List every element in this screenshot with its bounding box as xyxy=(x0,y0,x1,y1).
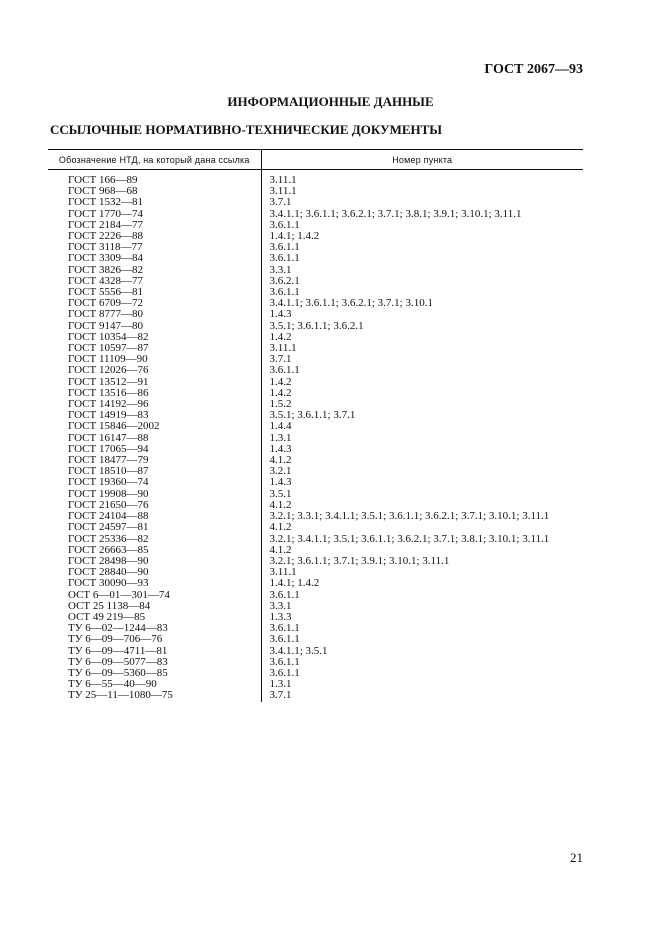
clause-numbers: 3.6.1.1 xyxy=(269,634,300,646)
document-designation: ГОСТ 12026—76 xyxy=(48,365,261,376)
table-row xyxy=(48,388,583,399)
clause-numbers: 1.5.2 xyxy=(269,399,292,411)
clause-numbers: 1.3.1 xyxy=(269,432,292,444)
document-designation: ГОСТ 2226—88 xyxy=(48,231,261,242)
document-designation: ГОСТ 30090—93 xyxy=(48,578,261,589)
page-number: 21 xyxy=(570,850,583,865)
document-designation: ГОСТ 1770—74 xyxy=(48,209,261,220)
table-row xyxy=(48,690,583,701)
clause-numbers: 4.1.2 xyxy=(269,522,292,534)
document-designation: ГОСТ 10597—87 xyxy=(48,343,261,354)
clause-numbers: 3.11.1 xyxy=(269,186,297,198)
document-designation: ГОСТ 25336—82 xyxy=(48,534,261,545)
document-designation: ГОСТ 13516—86 xyxy=(48,388,261,399)
document-designation: ТУ 6—02—1244—83 xyxy=(48,623,261,634)
table-row xyxy=(48,309,583,320)
reference-table-body xyxy=(48,170,583,702)
document-designation: ОСТ 49 219—85 xyxy=(48,612,261,623)
document-designation: ГОСТ 4328—77 xyxy=(48,276,261,287)
column-header-document: Обозначение НТД, на который дана ссылка xyxy=(48,150,261,170)
document-designation: ТУ 6—09—706—76 xyxy=(48,634,261,645)
table-row xyxy=(48,522,583,533)
document-designation: ГОСТ 10354—82 xyxy=(48,332,261,343)
document-designation: ГОСТ 9147—80 xyxy=(48,321,261,332)
clause-numbers: 3.6.1.1 xyxy=(269,656,300,668)
table-row xyxy=(48,590,583,601)
document-designation: ГОСТ 19360—74 xyxy=(48,477,261,488)
table-row xyxy=(48,679,583,690)
clause-numbers: 3.6.1.1 xyxy=(269,287,300,299)
table-row xyxy=(48,489,583,500)
document-designation: ГОСТ 8777—80 xyxy=(48,309,261,320)
table-row xyxy=(48,534,583,545)
document-designation: ОСТ 25 1138—84 xyxy=(48,601,261,612)
clause-numbers: 3.4.1.1; 3.6.1.1; 3.6.2.1; 3.7.1; 3.8.1; 3.9.1; 3.10.1; 3.11.1 xyxy=(269,208,522,220)
table-row xyxy=(48,410,583,421)
clause-numbers: 3.5.1 xyxy=(269,488,292,500)
table-row xyxy=(48,433,583,444)
table-row xyxy=(48,567,583,578)
clause-numbers: 1.4.1; 1.4.2 xyxy=(269,578,320,590)
document-designation: ГОСТ 5556—81 xyxy=(48,287,261,298)
column-header-clause: Номер пункта xyxy=(261,150,583,170)
clause-numbers: 4.1.2 xyxy=(269,544,292,556)
document-designation: ГОСТ 24597—81 xyxy=(48,522,261,533)
clause-numbers: 1.4.3 xyxy=(269,309,292,321)
table-row xyxy=(48,578,583,589)
section-title: ИНФОРМАЦИОННЫЕ ДАННЫЕ xyxy=(227,94,434,109)
table-row xyxy=(48,265,583,276)
clause-numbers: 3.6.1.1 xyxy=(269,219,300,231)
clause-numbers: 3.7.1 xyxy=(269,690,292,702)
document-designation: ГОСТ 19908—90 xyxy=(48,489,261,500)
document-designation: ТУ 6—09—5077—83 xyxy=(48,657,261,668)
table-row xyxy=(48,545,583,556)
table-row xyxy=(48,298,583,309)
clause-numbers: 1.3.1 xyxy=(269,679,292,691)
document-designation: ГОСТ 14919—83 xyxy=(48,410,261,421)
subsection-title: ССЫЛОЧНЫЕ НОРМАТИВНО-ТЕХНИЧЕСКИЕ ДОКУМЕНТЫ xyxy=(50,122,443,137)
table-row xyxy=(48,197,583,208)
table-row xyxy=(48,220,583,231)
table-row xyxy=(48,332,583,343)
clause-numbers: 4.1.2 xyxy=(269,499,292,511)
document-designation: ГОСТ 24104—88 xyxy=(48,511,261,522)
document-designation: ОСТ 6—01—301—74 xyxy=(48,590,261,601)
table-row xyxy=(48,511,583,522)
clause-numbers: 3.3.1 xyxy=(269,264,292,276)
document-designation: ГОСТ 1532—81 xyxy=(48,197,261,208)
document-designation: ГОСТ 16147—88 xyxy=(48,433,261,444)
table-row xyxy=(48,657,583,668)
clause-numbers: 3.4.1.1; 3.6.1.1; 3.6.2.1; 3.7.1; 3.10.1 xyxy=(269,298,433,310)
table-row xyxy=(48,623,583,634)
table-row xyxy=(48,321,583,332)
document-designation: ГОСТ 3118—77 xyxy=(48,242,261,253)
table-row xyxy=(48,365,583,376)
clause-numbers: 1.3.3 xyxy=(269,611,292,623)
table-row xyxy=(48,231,583,242)
document-designation: ГОСТ 13512—91 xyxy=(48,377,261,388)
document-designation: ГОСТ 6709—72 xyxy=(48,298,261,309)
clause-numbers: 1.4.4 xyxy=(269,421,292,433)
table-row xyxy=(48,500,583,511)
clause-numbers: 3.11.1 xyxy=(269,343,297,355)
clause-numbers: 1.4.2 xyxy=(269,376,292,388)
document-designation: ГОСТ 21650—76 xyxy=(48,500,261,511)
document-designation: ТУ 6—09—5360—85 xyxy=(48,668,261,679)
clause-numbers: 3.3.1 xyxy=(269,600,292,612)
table-row xyxy=(48,421,583,432)
table-header-row xyxy=(48,150,583,170)
document-designation: ГОСТ 15846—2002 xyxy=(48,421,261,432)
clause-numbers: 3.6.1.1 xyxy=(269,667,300,679)
document-designation: ГОСТ 11109—90 xyxy=(48,354,261,365)
document-designation: ГОСТ 3826—82 xyxy=(48,265,261,276)
reference-table xyxy=(48,149,583,702)
clause-numbers: 1.4.3 xyxy=(269,443,292,455)
document-designation: ГОСТ 28840—90 xyxy=(48,567,261,578)
clause-numbers: 3.6.1.1 xyxy=(269,589,300,601)
table-row xyxy=(48,287,583,298)
table-row xyxy=(48,466,583,477)
clause-numbers: 3.6.1.1 xyxy=(269,623,300,635)
document-designation: ГОСТ 14192—96 xyxy=(48,399,261,410)
table-row xyxy=(48,186,583,197)
clause-numbers: 3.4.1.1; 3.5.1 xyxy=(269,645,328,657)
clause-numbers: 1.4.2 xyxy=(269,331,292,343)
table-row xyxy=(48,253,583,264)
clause-numbers: 1.4.3 xyxy=(269,477,292,489)
table-row xyxy=(48,601,583,612)
clause-numbers: 1.4.2 xyxy=(269,387,292,399)
document-designation: ГОСТ 3309—84 xyxy=(48,253,261,264)
table-row xyxy=(48,242,583,253)
clause-numbers: 3.2.1; 3.3.1; 3.4.1.1; 3.5.1; 3.6.1.1; 3.6.2.1; 3.7.1; 3.10.1; 3.11.1 xyxy=(269,511,550,523)
clause-numbers: 4.1.2 xyxy=(269,455,292,467)
clause-numbers: 3.5.1; 3.6.1.1; 3.6.2.1 xyxy=(269,320,364,332)
clause-numbers: 3.7.1 xyxy=(269,197,292,209)
clause-numbers: 3.7.1 xyxy=(269,354,292,366)
clause-numbers: 3.6.1.1 xyxy=(269,242,300,254)
document-designation: ТУ 25—11—1080—75 xyxy=(48,690,261,701)
table-row xyxy=(48,377,583,388)
document-designation: ТУ 6—55—40—90 xyxy=(48,679,261,690)
document-designation: ГОСТ 968—68 xyxy=(48,186,261,197)
clause-numbers: 3.2.1; 3.4.1.1; 3.5.1; 3.6.1.1; 3.6.2.1; 3.7.1; 3.8.1; 3.10.1; 3.11.1 xyxy=(269,533,550,545)
document-designation: ГОСТ 28498—90 xyxy=(48,556,261,567)
clause-numbers: 3.5.1; 3.6.1.1; 3.7.1 xyxy=(269,410,356,422)
table-row xyxy=(48,343,583,354)
clause-numbers: 3.6.1.1 xyxy=(269,253,300,265)
table-row xyxy=(48,444,583,455)
table-row xyxy=(48,477,583,488)
document-designation: ГОСТ 26663—85 xyxy=(48,545,261,556)
table-row xyxy=(48,634,583,645)
clause-numbers: 3.11.1 xyxy=(269,175,297,186)
table-row xyxy=(48,612,583,623)
table-row xyxy=(48,175,583,186)
clause-numbers: 3.2.1 xyxy=(269,466,292,478)
document-designation: ГОСТ 18510—87 xyxy=(48,466,261,477)
document-code: ГОСТ 2067—93 xyxy=(484,62,583,77)
table-row xyxy=(48,209,583,220)
table-row xyxy=(48,276,583,287)
document-designation: ГОСТ 2184—77 xyxy=(48,220,261,231)
clause-numbers: 3.6.2.1 xyxy=(269,275,300,287)
document-designation: ГОСТ 166—89 xyxy=(48,175,261,186)
table-row xyxy=(48,556,583,567)
table-row xyxy=(48,399,583,410)
clause-numbers: 3.11.1 xyxy=(269,567,297,579)
table-row xyxy=(48,646,583,657)
table-row xyxy=(48,668,583,679)
table-row xyxy=(48,354,583,365)
clause-numbers: 1.4.1; 1.4.2 xyxy=(269,231,320,243)
document-designation: ГОСТ 17065—94 xyxy=(48,444,261,455)
clause-numbers: 3.2.1; 3.6.1.1; 3.7.1; 3.9.1; 3.10.1; 3.11.1 xyxy=(269,555,450,567)
table-row xyxy=(48,455,583,466)
clause-numbers: 3.6.1.1 xyxy=(269,365,300,377)
document-designation: ТУ 6—09—4711—81 xyxy=(48,646,261,657)
document-designation: ГОСТ 18477—79 xyxy=(48,455,261,466)
